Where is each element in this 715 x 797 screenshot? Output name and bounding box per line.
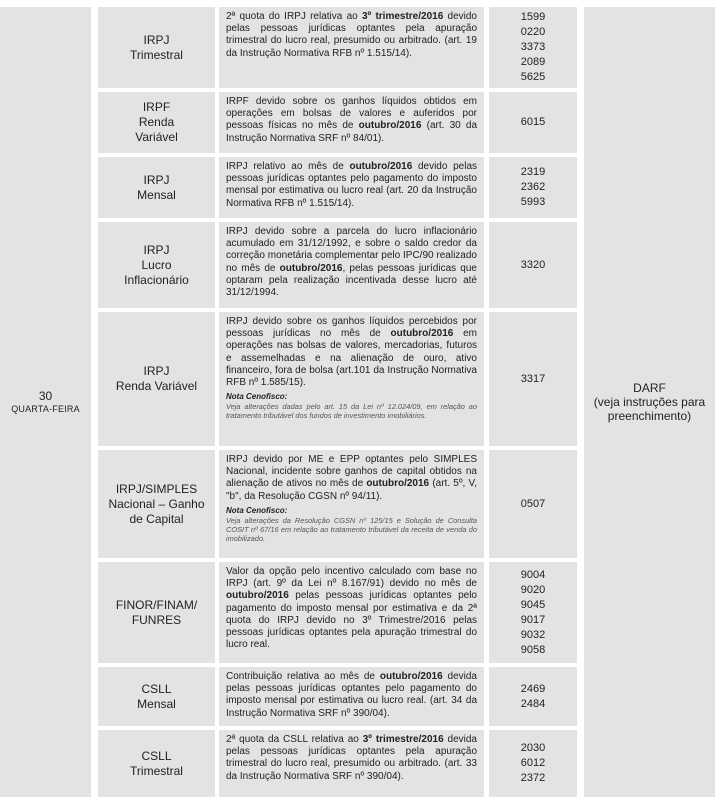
tax-code: 9058 bbox=[520, 643, 546, 656]
tax-name-cell bbox=[98, 450, 215, 558]
tax-name-cell bbox=[98, 7, 215, 88]
tax-name-cell bbox=[98, 222, 215, 308]
tax-name: IRPJ Trimestral bbox=[130, 32, 183, 62]
tax-code: 2089 bbox=[520, 56, 546, 68]
tax-description: 2ª quota da CSLL relativa ao 3º trimestre/2016 devida pelas pessoas jurídicas optantes pela apuração trimestral do lucro real, presumido ou arbitrado. (art. 33 da Instrução Normativa SRF nº 390/04). bbox=[226, 734, 477, 782]
note-text: Veja alterações da Resolução CGSN nº 125/15 e Solução de Consulta COSIT nº 67/16 em relação ao tratamento tributável da receita de venda do imobilizado. bbox=[226, 515, 477, 543]
period-highlight: outubro/2016 bbox=[366, 478, 430, 490]
tax-description: IRPJ devido sobre a parcela do lucro inflacionário acumulado em 31/12/1992, e sobre o saldo credor da correção monetária complementar pelo IPC/90 realizado no mês de outubro/2016, pelas pessoas jurídicas que optaram pela realização incentivada desse lucro até 31/12/1994. bbox=[226, 226, 477, 299]
tax-code: 3373 bbox=[520, 41, 546, 53]
tax-code: 2362 bbox=[520, 181, 546, 193]
tax-description-cell bbox=[219, 667, 484, 726]
note-title: Nota Cenofisco: bbox=[226, 392, 288, 402]
tax-description: IRPJ devido por ME e EPP optantes pelo SIMPLES Nacional, incidente sobre ganhos de capital obtidos na alienação de ativos no mês de outubro/2016 (art. 5º, V, "b", da Resolução CGSN nº 94/11). bbox=[226, 454, 477, 502]
tax-description-cell bbox=[219, 92, 484, 153]
period-highlight: 3º trimestre/2016 bbox=[361, 11, 444, 22]
tax-code: 9020 bbox=[520, 583, 546, 596]
tax-code: 2372 bbox=[520, 772, 546, 784]
tax-code: 2484 bbox=[520, 697, 546, 710]
tax-description-cell bbox=[219, 730, 484, 797]
period-highlight: outubro/2016 bbox=[390, 328, 454, 340]
period-highlight: outubro/2016 bbox=[379, 671, 443, 682]
tax-description-cell bbox=[219, 562, 484, 663]
tax-name: IRPJ Renda Variável bbox=[115, 364, 198, 393]
tax-code: 3320 bbox=[520, 258, 546, 271]
darf-label: DARF (veja instruções para preenchimento) bbox=[593, 381, 706, 423]
tax-description: IRPJ relativo ao mês de outubro/2016 devido pelas pessoas jurídicas optantes pelo pagamento do imposto mensal por estimativa ou lucro real (art. 20 da Instrução Normativa RFB nº 1.515/14). bbox=[226, 161, 478, 209]
tax-name: FINOR/FINAM/ FUNRES bbox=[115, 597, 198, 627]
tax-code: 3317 bbox=[520, 372, 546, 385]
tax-description-cell bbox=[219, 312, 484, 446]
tax-code: 2030 bbox=[520, 742, 546, 754]
tax-codes-cell bbox=[489, 667, 577, 726]
tax-description: Valor da opção pelo incentivo calculado com base no IRPJ (art. 9º da Lei nº 8.167/91) devido no mês de outubro/2016 pelas pessoas jurídicas optantes pelo pagamento do imposto mensal por estimativa e da 2ª quota do IRPJ devido no 3º Trimestre/2016 pelas pessoas jurídicas optantes pela apuração trimestral do lucro real. bbox=[226, 566, 477, 651]
note-text: Veja alterações dadas pelo art. 15 da Lei nº 12.024/09, em relação ao tratamento tributável dos fundos de investimento imobiliários. bbox=[226, 402, 477, 421]
tax-name-cell bbox=[98, 667, 215, 726]
tax-code: 9017 bbox=[520, 613, 546, 626]
tax-code: 1599 bbox=[520, 11, 546, 23]
tax-name-cell bbox=[98, 562, 215, 663]
tax-name: IRPJ Lucro Inflacionário bbox=[124, 242, 189, 287]
tax-codes-cell bbox=[489, 222, 577, 308]
tax-code: 9045 bbox=[520, 598, 546, 611]
tax-code: 5625 bbox=[520, 71, 546, 83]
tax-code: 9032 bbox=[520, 628, 546, 641]
tax-code: 9004 bbox=[520, 568, 546, 581]
tax-name: CSLL Trimestral bbox=[130, 748, 183, 778]
tax-description: IRPJ devido sobre os ganhos líquidos percebidos por pessoas jurídicas no mês de outubro/2016 em operações nas bolsas de valores, mercadorias, futuros e assemelhadas e na alienação de ouro, ativo financeiro, fora de bolsa (art.101 da Instrução Normativa RFB nº 1.585/15). bbox=[226, 316, 478, 389]
tax-codes-cell bbox=[489, 92, 577, 153]
tax-description: Contribuição relativa ao mês de outubro/2016 devida pelas pessoas jurídicas optantes pelo pagamento do imposto mensal por estimativa ou lucro real. (art. 34 da Instrução Normativa SRF nº 390/04). bbox=[226, 671, 477, 719]
tax-codes-cell bbox=[489, 157, 577, 218]
due-weekday: QUARTA-FEIRA bbox=[11, 404, 80, 414]
tax-name: IRPJ/SIMPLES Nacional – Ganho de Capital bbox=[108, 481, 205, 526]
period-highlight: 3º trimestre/2016 bbox=[362, 734, 444, 745]
period-highlight: outubro/2016 bbox=[226, 590, 289, 602]
period-highlight: outubro/2016 bbox=[358, 120, 422, 132]
tax-code: 2319 bbox=[520, 166, 546, 178]
tax-name-cell bbox=[98, 730, 215, 797]
period-highlight: outubro/2016 bbox=[349, 161, 413, 172]
tax-description: IRPF devido sobre os ganhos líquidos obtidos em operações em bolsas de valores e auferidos por pessoas físicas no mês de outubro/2016 (art. 30 da Instrução Normativa SRF nº 84/01). bbox=[226, 96, 478, 144]
tax-code: 0220 bbox=[520, 26, 546, 38]
tax-codes-cell bbox=[489, 562, 577, 663]
note-title: Nota Cenofisco: bbox=[226, 505, 288, 515]
tax-description-cell bbox=[219, 450, 484, 558]
tax-description: 2ª quota do IRPJ relativa ao 3º trimestre/2016 devido pelas pessoas jurídicas optantes pela apuração trimestral do lucro real, presumido ou arbitrado. (art. 19 da Instrução Normativa RFB nº 1.515/14). bbox=[226, 11, 477, 59]
tax-codes-cell bbox=[489, 730, 577, 797]
tax-name: CSLL Mensal bbox=[137, 681, 176, 711]
tax-name-cell bbox=[98, 312, 215, 446]
tax-description-cell bbox=[219, 157, 484, 218]
tax-code: 5993 bbox=[520, 196, 546, 208]
tax-code: 0507 bbox=[520, 497, 546, 510]
due-day: 30 bbox=[38, 389, 53, 403]
tax-code: 6012 bbox=[520, 757, 546, 769]
tax-codes-cell bbox=[489, 450, 577, 558]
tax-codes-cell bbox=[489, 312, 577, 446]
tax-code: 6015 bbox=[520, 116, 546, 128]
tax-name: IRPF Renda Variável bbox=[135, 100, 178, 144]
tax-name: IRPJ Mensal bbox=[137, 172, 176, 202]
tax-code: 2469 bbox=[520, 682, 546, 695]
tax-name-cell bbox=[98, 92, 215, 153]
darf-cell bbox=[584, 7, 715, 797]
tax-description-cell bbox=[219, 7, 484, 88]
tax-name-cell bbox=[98, 157, 215, 218]
tax-description-cell bbox=[219, 222, 484, 308]
due-date-cell bbox=[0, 7, 91, 797]
tax-codes-cell bbox=[489, 7, 577, 88]
period-highlight: outubro/2016 bbox=[279, 262, 343, 274]
